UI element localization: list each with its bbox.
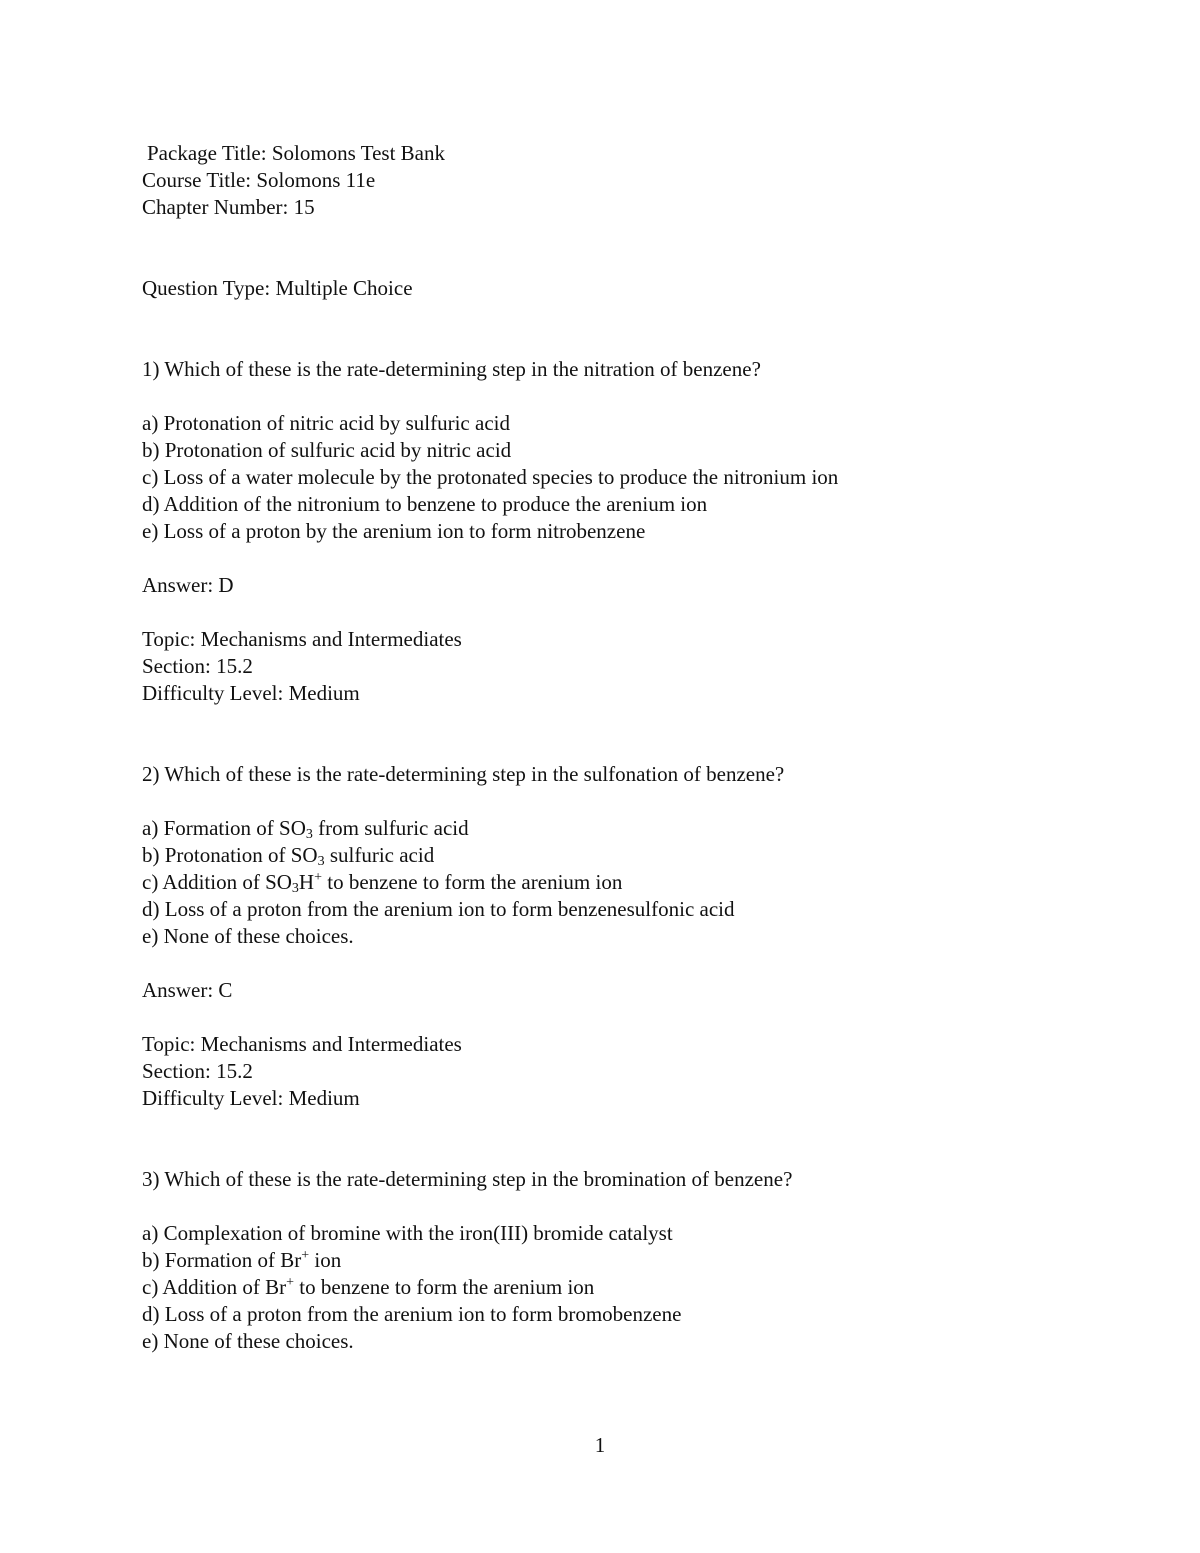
choice-e: e) None of these choices. (142, 1329, 354, 1353)
choice-c (142, 869, 1062, 896)
choice-text: H (298, 870, 315, 894)
superscript: + (301, 1248, 310, 1263)
answer: Answer: D (142, 573, 234, 597)
choice-b (142, 1247, 1062, 1274)
choice-text: to benzene to form the arenium ion (322, 870, 623, 894)
question-stem: 1) Which of these is the rate-determining step in the nitration of benzene? (142, 357, 761, 381)
question-type: Question Type: Multiple Choice (142, 276, 413, 300)
choice-b (142, 842, 1062, 869)
topic: Topic: Mechanisms and Intermediates (142, 627, 462, 651)
page-number: 1 (594, 1433, 606, 1457)
choice-text: b) Protonation of SO (142, 843, 318, 867)
question-3 (142, 1166, 1062, 1355)
question-stem: 2) Which of these is the rate-determining step in the sulfonation of benzene? (142, 762, 785, 786)
section: Section: 15.2 (142, 1059, 253, 1083)
subscript: 3 (317, 854, 325, 869)
superscript: + (314, 870, 322, 885)
choice-text: c) Addition of SO (142, 870, 292, 894)
choice-text: a) Formation of SO (142, 816, 306, 840)
choice-a: a) Protonation of nitric acid by sulfuric acid (142, 411, 510, 435)
choice-d: d) Addition of the nitronium to benzene to produce the arenium ion (142, 492, 708, 516)
difficulty: Difficulty Level: Medium (142, 1086, 360, 1110)
package-title: Package Title: Solomons Test Bank (147, 141, 445, 165)
page-content (142, 140, 1062, 1355)
choice-text: b) Formation of Br (142, 1248, 302, 1272)
choice-b: b) Protonation of sulfuric acid by nitric acid (142, 438, 512, 462)
choice-text: c) Addition of Br (142, 1275, 287, 1299)
question-2 (142, 761, 1062, 1112)
answer: Answer: C (142, 978, 233, 1002)
course-title: Course Title: Solomons 11e (142, 168, 376, 192)
chapter-number: Chapter Number: 15 (142, 195, 315, 219)
question-1 (142, 356, 1062, 707)
difficulty: Difficulty Level: Medium (142, 681, 360, 705)
section: Section: 15.2 (142, 654, 253, 678)
choice-e: e) Loss of a proton by the arenium ion to form nitrobenzene (142, 519, 646, 543)
choice-a: a) Complexation of bromine with the iron(III) bromide catalyst (142, 1221, 673, 1245)
subscript: 3 (305, 827, 313, 842)
choice-e: e) None of these choices. (142, 924, 354, 948)
choice-c (142, 1274, 1062, 1301)
choice-c: c) Loss of a water molecule by the protonated species to produce the nitronium ion (142, 465, 839, 489)
superscript: + (286, 1275, 294, 1290)
topic: Topic: Mechanisms and Intermediates (142, 1032, 462, 1056)
subscript: 3 (291, 881, 299, 896)
question-stem: 3) Which of these is the rate-determining step in the bromination of benzene? (142, 1167, 793, 1191)
choice-d: d) Loss of a proton from the arenium ion to form benzenesulfonic acid (142, 897, 735, 921)
choice-d: d) Loss of a proton from the arenium ion to form bromobenzene (142, 1302, 682, 1326)
choice-text: ion (309, 1248, 342, 1272)
choice-text: sulfuric acid (324, 843, 435, 867)
choice-a (142, 815, 1062, 842)
choice-text: to benzene to form the arenium ion (293, 1275, 595, 1299)
choice-text: from sulfuric acid (312, 816, 469, 840)
